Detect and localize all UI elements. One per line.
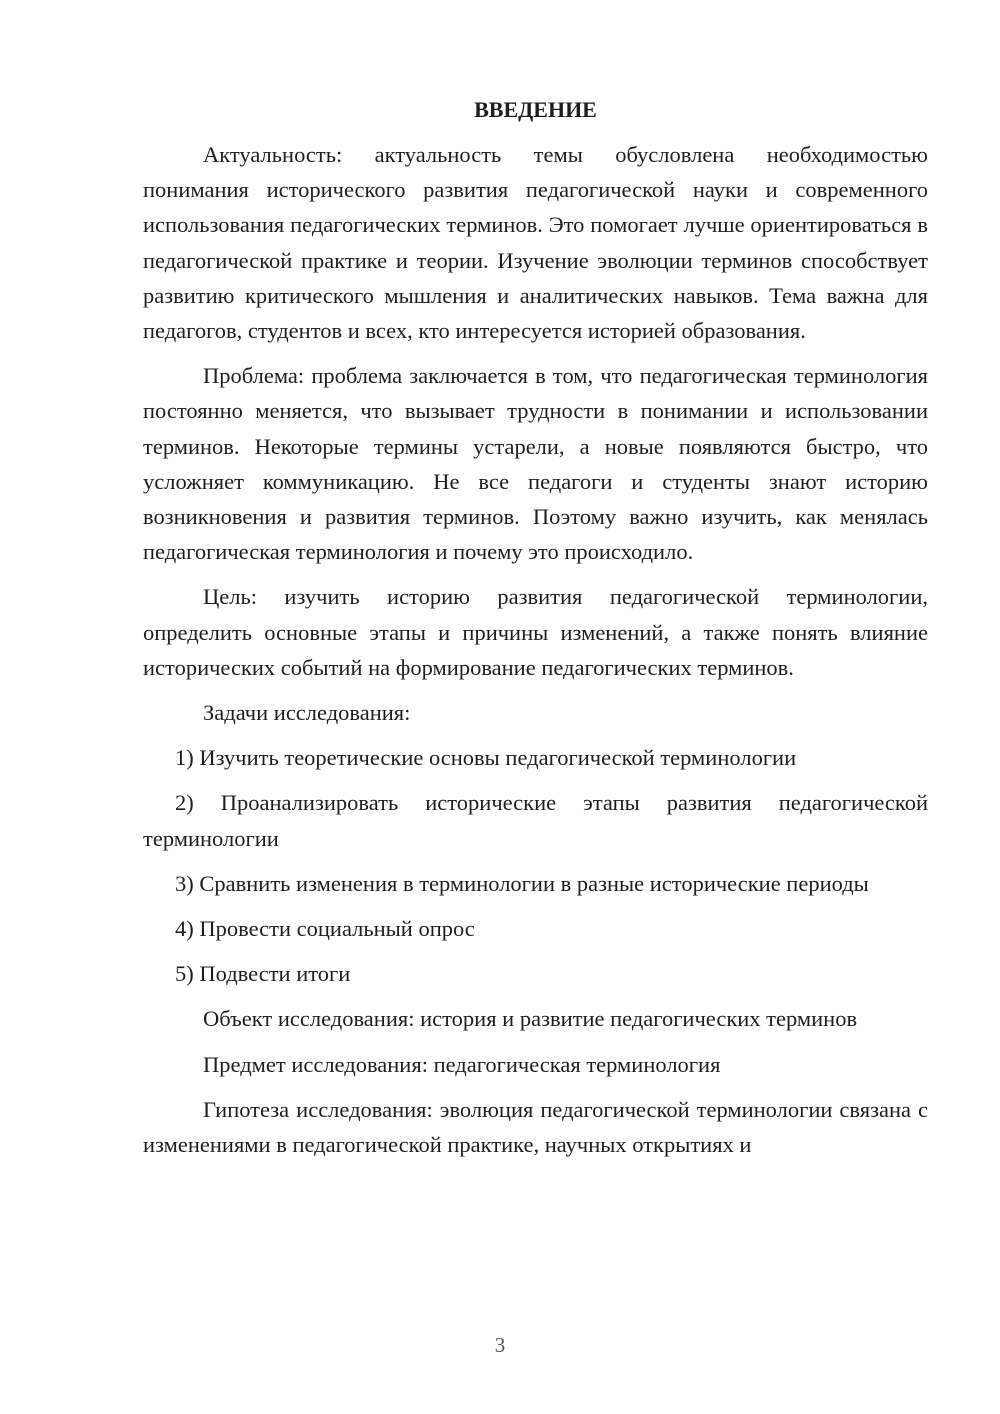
hypothesis-paragraph: Гипотеза исследования: эволюция педагогической терминологии связана с изменениями в педагогической практике, научных открытиях и — [143, 1096, 928, 1158]
task-item-3: 3) Сравнить изменения в терминологии в разные исторические периоды — [175, 870, 869, 896]
problem-paragraph: Проблема: проблема заключается в том, что педагогическая терминология постоянно меняется, что вызывает трудности в понимании и использовании терминов. Некоторые термины устарели, а новые появляются быстро, что усложняет коммуникацию. Не все педагоги и студенты знают историю возникновения и развития терминов. Поэтому важно изучить, как менялась педагогическая терминология и почему это происходило. — [143, 363, 928, 565]
page-content — [143, 95, 928, 1172]
section-heading: ВВЕДЕНИЕ — [474, 97, 597, 122]
task-item-1: 1) Изучить теоретические основы педагогической терминологии — [175, 745, 797, 771]
tasks-title: Задачи исследования: — [203, 700, 411, 726]
subject-paragraph: Предмет исследования: педагогическая терминология — [203, 1051, 721, 1077]
task-item-4: 4) Провести социальный опрос — [175, 916, 475, 942]
task-item-2: 2) Проанализировать исторические этапы развития педагогической терминологии — [143, 790, 928, 851]
relevance-paragraph: Актуальность: актуальность темы обусловлена необходимостью понимания исторического развития педагогической науки и современного использования педагогических терминов. Это помогает лучше ориентироваться в педагогической практике и теории. Изучение эволюции терминов способствует развитию критического мышления и аналитических навыков. Тема важна для педагогов, студентов и всех, кто интересуется историей образования. — [143, 142, 928, 344]
page-number: 3 — [494, 1333, 506, 1357]
task-item-5: 5) Подвести итоги — [175, 961, 351, 987]
goal-paragraph: Цель: изучить историю развития педагогической терминологии, определить основные этапы и причины изменений, а также понять влияние исторических событий на формирование педагогических терминов. — [143, 584, 928, 680]
object-paragraph: Объект исследования: история и развитие педагогических терминов — [203, 1006, 858, 1032]
